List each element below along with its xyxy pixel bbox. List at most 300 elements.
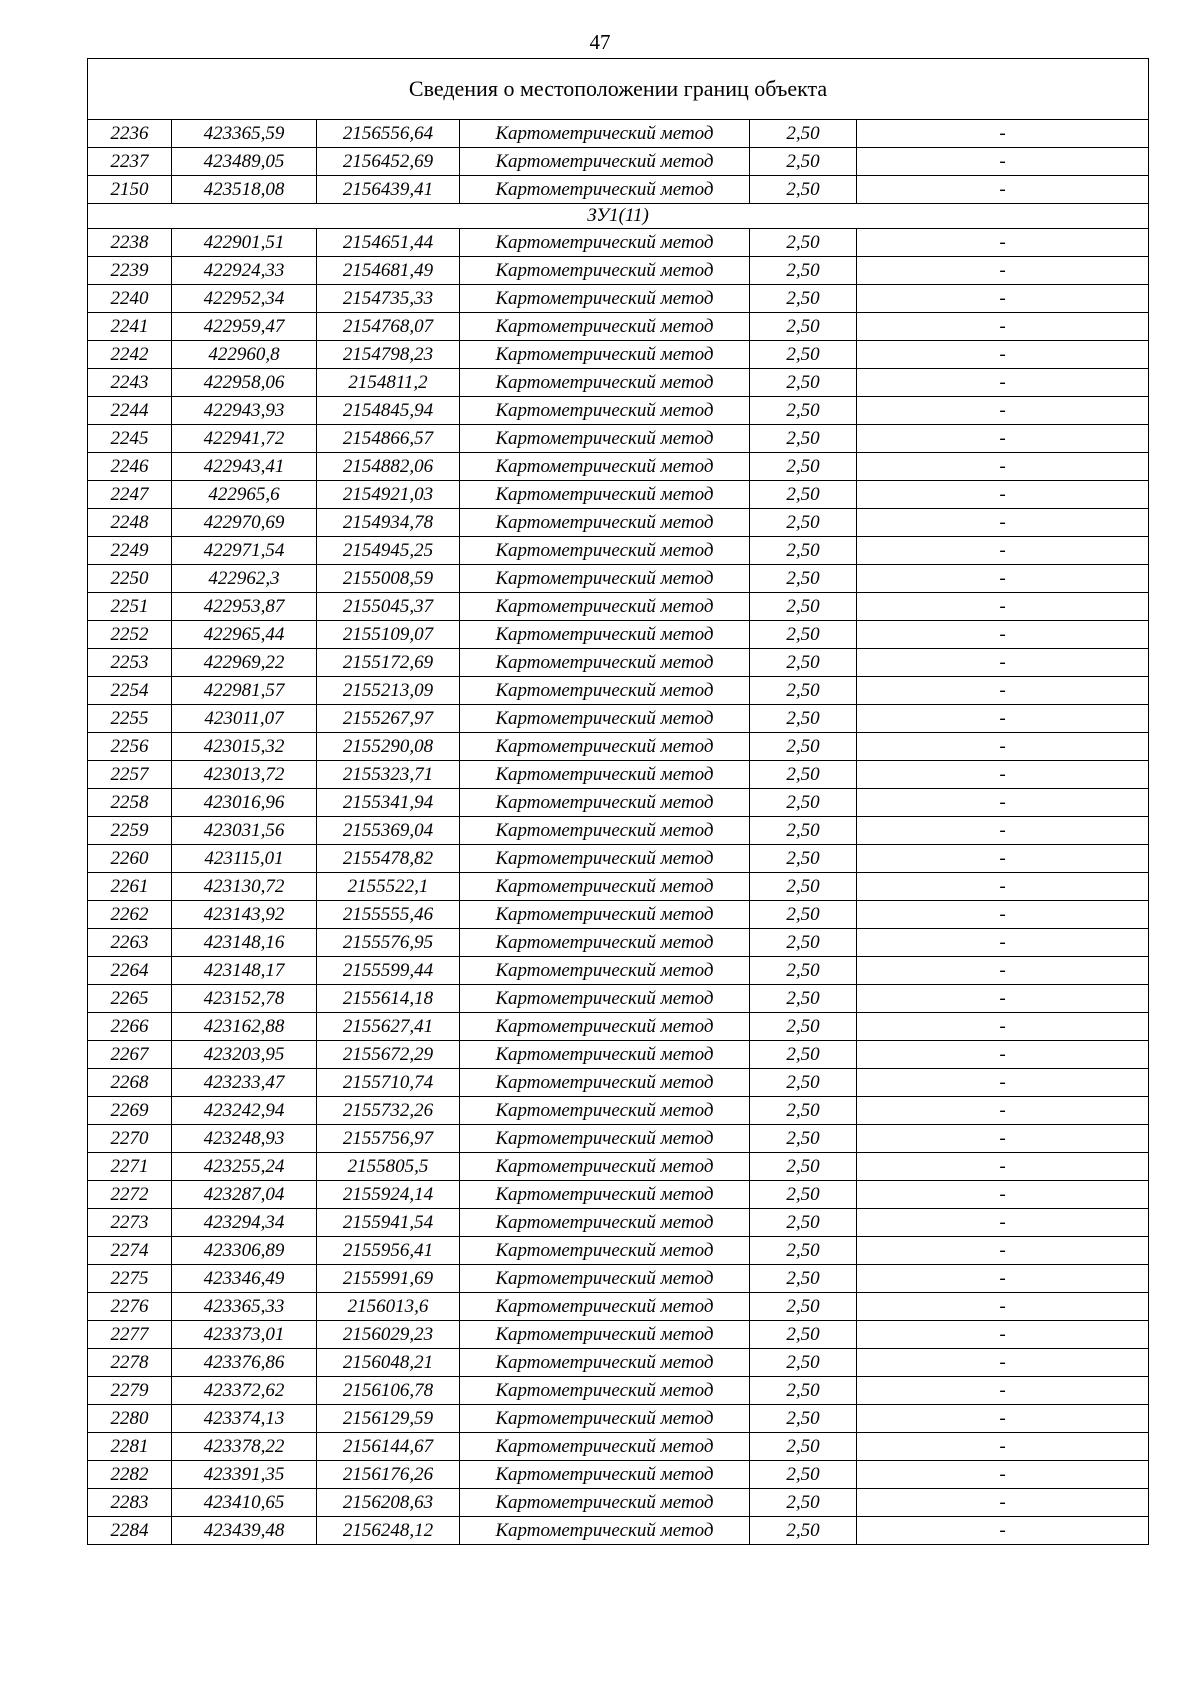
- point-number-cell: 2260: [88, 845, 172, 873]
- x-coordinate-cell: 423143,92: [172, 901, 317, 929]
- accuracy-cell: 2,50: [750, 1237, 857, 1265]
- y-coordinate-cell: 2156176,26: [317, 1461, 460, 1489]
- method-cell: Картометрический метод: [460, 1013, 750, 1041]
- point-number-cell: 2244: [88, 397, 172, 425]
- method-cell: Картометрический метод: [460, 1489, 750, 1517]
- table-row: [88, 1209, 1149, 1237]
- x-coordinate-cell: 423439,48: [172, 1517, 317, 1545]
- table-row: [88, 1153, 1149, 1181]
- x-coordinate-cell: 422952,34: [172, 285, 317, 313]
- method-cell: Картометрический метод: [460, 565, 750, 593]
- table-row: [88, 1489, 1149, 1517]
- method-cell: Картометрический метод: [460, 901, 750, 929]
- description-cell: -: [857, 789, 1149, 817]
- accuracy-cell: 2,50: [750, 176, 857, 204]
- description-cell: -: [857, 901, 1149, 929]
- accuracy-cell: 2,50: [750, 1125, 857, 1153]
- x-coordinate-cell: 422953,87: [172, 593, 317, 621]
- x-coordinate-cell: 423374,13: [172, 1405, 317, 1433]
- point-number-cell: 2247: [88, 481, 172, 509]
- table-row: [88, 1041, 1149, 1069]
- point-number-cell: 2280: [88, 1405, 172, 1433]
- accuracy-cell: 2,50: [750, 1321, 857, 1349]
- x-coordinate-cell: 422958,06: [172, 369, 317, 397]
- x-coordinate-cell: 423294,34: [172, 1209, 317, 1237]
- method-cell: Картометрический метод: [460, 733, 750, 761]
- method-cell: Картометрический метод: [460, 789, 750, 817]
- table-row: [88, 313, 1149, 341]
- table-row: [88, 845, 1149, 873]
- y-coordinate-cell: 2156029,23: [317, 1321, 460, 1349]
- description-cell: -: [857, 873, 1149, 901]
- method-cell: Картометрический метод: [460, 873, 750, 901]
- accuracy-cell: 2,50: [750, 481, 857, 509]
- accuracy-cell: 2,50: [750, 397, 857, 425]
- accuracy-cell: 2,50: [750, 985, 857, 1013]
- page-number: 47: [589, 30, 611, 54]
- y-coordinate-cell: 2156106,78: [317, 1377, 460, 1405]
- method-cell: Картометрический метод: [460, 425, 750, 453]
- method-cell: Картометрический метод: [460, 1377, 750, 1405]
- table-title: Сведения о местоположении границ объекта: [88, 59, 1149, 120]
- table-row: [88, 957, 1149, 985]
- table-row: [88, 1517, 1149, 1545]
- x-coordinate-cell: 423162,88: [172, 1013, 317, 1041]
- y-coordinate-cell: 2155672,29: [317, 1041, 460, 1069]
- table-row: [88, 285, 1149, 313]
- point-number-cell: 2268: [88, 1069, 172, 1097]
- table-row: [88, 509, 1149, 537]
- method-cell: Картометрический метод: [460, 1405, 750, 1433]
- point-number-cell: 2257: [88, 761, 172, 789]
- description-cell: -: [857, 1489, 1149, 1517]
- point-number-cell: 2282: [88, 1461, 172, 1489]
- method-cell: Картометрический метод: [460, 649, 750, 677]
- table-row: [88, 1125, 1149, 1153]
- accuracy-cell: 2,50: [750, 789, 857, 817]
- x-coordinate-cell: 422943,93: [172, 397, 317, 425]
- description-cell: -: [857, 1153, 1149, 1181]
- description-cell: -: [857, 509, 1149, 537]
- point-number-cell: 2264: [88, 957, 172, 985]
- description-cell: -: [857, 1125, 1149, 1153]
- x-coordinate-cell: 423365,33: [172, 1293, 317, 1321]
- description-cell: -: [857, 537, 1149, 565]
- point-number-cell: 2270: [88, 1125, 172, 1153]
- accuracy-cell: 2,50: [750, 120, 857, 148]
- description-cell: -: [857, 120, 1149, 148]
- x-coordinate-cell: 423248,93: [172, 1125, 317, 1153]
- y-coordinate-cell: 2156439,41: [317, 176, 460, 204]
- accuracy-cell: 2,50: [750, 1153, 857, 1181]
- table-row: [88, 1377, 1149, 1405]
- accuracy-cell: 2,50: [750, 1517, 857, 1545]
- x-coordinate-cell: 423203,95: [172, 1041, 317, 1069]
- x-coordinate-cell: 423518,08: [172, 176, 317, 204]
- x-coordinate-cell: 423391,35: [172, 1461, 317, 1489]
- table-row: [88, 789, 1149, 817]
- point-number-cell: 2283: [88, 1489, 172, 1517]
- accuracy-cell: 2,50: [750, 1209, 857, 1237]
- description-cell: -: [857, 369, 1149, 397]
- accuracy-cell: 2,50: [750, 425, 857, 453]
- accuracy-cell: 2,50: [750, 649, 857, 677]
- method-cell: Картометрический метод: [460, 148, 750, 176]
- accuracy-cell: 2,50: [750, 285, 857, 313]
- point-number-cell: 2276: [88, 1293, 172, 1321]
- point-number-cell: 2272: [88, 1181, 172, 1209]
- point-number-cell: 2265: [88, 985, 172, 1013]
- description-cell: -: [857, 1237, 1149, 1265]
- table-row: [88, 901, 1149, 929]
- x-coordinate-cell: 423016,96: [172, 789, 317, 817]
- table-row: [88, 1013, 1149, 1041]
- table-row: [88, 817, 1149, 845]
- method-cell: Картометрический метод: [460, 537, 750, 565]
- description-cell: -: [857, 257, 1149, 285]
- description-cell: -: [857, 985, 1149, 1013]
- table-row: [88, 453, 1149, 481]
- method-cell: Картометрический метод: [460, 1041, 750, 1069]
- x-coordinate-cell: 423255,24: [172, 1153, 317, 1181]
- accuracy-cell: 2,50: [750, 957, 857, 985]
- description-cell: -: [857, 621, 1149, 649]
- y-coordinate-cell: 2154882,06: [317, 453, 460, 481]
- accuracy-cell: 2,50: [750, 901, 857, 929]
- point-number-cell: 2237: [88, 148, 172, 176]
- x-coordinate-cell: 423346,49: [172, 1265, 317, 1293]
- method-cell: Картометрический метод: [460, 1517, 750, 1545]
- method-cell: Картометрический метод: [460, 229, 750, 257]
- accuracy-cell: 2,50: [750, 148, 857, 176]
- point-number-cell: 2239: [88, 257, 172, 285]
- y-coordinate-cell: 2155924,14: [317, 1181, 460, 1209]
- y-coordinate-cell: 2155576,95: [317, 929, 460, 957]
- table-row: [88, 649, 1149, 677]
- table-row: [88, 733, 1149, 761]
- y-coordinate-cell: 2156048,21: [317, 1349, 460, 1377]
- y-coordinate-cell: 2155599,44: [317, 957, 460, 985]
- accuracy-cell: 2,50: [750, 341, 857, 369]
- point-number-cell: 2274: [88, 1237, 172, 1265]
- table-row: [88, 1433, 1149, 1461]
- description-cell: -: [857, 1181, 1149, 1209]
- accuracy-cell: 2,50: [750, 929, 857, 957]
- point-number-cell: 2275: [88, 1265, 172, 1293]
- method-cell: Картометрический метод: [460, 621, 750, 649]
- x-coordinate-cell: 423378,22: [172, 1433, 317, 1461]
- description-cell: -: [857, 1433, 1149, 1461]
- y-coordinate-cell: 2156144,67: [317, 1433, 460, 1461]
- point-number-cell: 2238: [88, 229, 172, 257]
- y-coordinate-cell: 2155008,59: [317, 565, 460, 593]
- y-coordinate-cell: 2155522,1: [317, 873, 460, 901]
- method-cell: Картометрический метод: [460, 120, 750, 148]
- point-number-cell: 2263: [88, 929, 172, 957]
- description-cell: -: [857, 1209, 1149, 1237]
- accuracy-cell: 2,50: [750, 873, 857, 901]
- point-number-cell: 2271: [88, 1153, 172, 1181]
- description-cell: -: [857, 761, 1149, 789]
- method-cell: Картометрический метод: [460, 1125, 750, 1153]
- accuracy-cell: 2,50: [750, 593, 857, 621]
- accuracy-cell: 2,50: [750, 537, 857, 565]
- point-number-cell: 2248: [88, 509, 172, 537]
- y-coordinate-cell: 2154866,57: [317, 425, 460, 453]
- method-cell: Картометрический метод: [460, 1293, 750, 1321]
- y-coordinate-cell: 2154651,44: [317, 229, 460, 257]
- method-cell: Картометрический метод: [460, 761, 750, 789]
- y-coordinate-cell: 2154681,49: [317, 257, 460, 285]
- description-cell: -: [857, 313, 1149, 341]
- method-cell: Картометрический метод: [460, 313, 750, 341]
- table-row: [88, 1321, 1149, 1349]
- accuracy-cell: 2,50: [750, 1181, 857, 1209]
- y-coordinate-cell: 2155267,97: [317, 705, 460, 733]
- table-row: [88, 176, 1149, 204]
- method-cell: Картометрический метод: [460, 509, 750, 537]
- method-cell: Картометрический метод: [460, 817, 750, 845]
- y-coordinate-cell: 2155045,37: [317, 593, 460, 621]
- y-coordinate-cell: 2156452,69: [317, 148, 460, 176]
- y-coordinate-cell: 2154811,2: [317, 369, 460, 397]
- method-cell: Картометрический метод: [460, 1153, 750, 1181]
- table-row: [88, 873, 1149, 901]
- x-coordinate-cell: 423233,47: [172, 1069, 317, 1097]
- description-cell: -: [857, 1293, 1149, 1321]
- x-coordinate-cell: 422941,72: [172, 425, 317, 453]
- y-coordinate-cell: 2155478,82: [317, 845, 460, 873]
- method-cell: Картометрический метод: [460, 1209, 750, 1237]
- x-coordinate-cell: 422965,6: [172, 481, 317, 509]
- point-number-cell: 2269: [88, 1097, 172, 1125]
- table-title-row: [88, 59, 1149, 120]
- accuracy-cell: 2,50: [750, 1377, 857, 1405]
- description-cell: -: [857, 1405, 1149, 1433]
- y-coordinate-cell: 2154945,25: [317, 537, 460, 565]
- point-number-cell: 2279: [88, 1377, 172, 1405]
- method-cell: Картометрический метод: [460, 341, 750, 369]
- table-row: [88, 929, 1149, 957]
- point-number-cell: 2266: [88, 1013, 172, 1041]
- description-cell: -: [857, 148, 1149, 176]
- y-coordinate-cell: 2155172,69: [317, 649, 460, 677]
- description-cell: -: [857, 1377, 1149, 1405]
- x-coordinate-cell: 422960,8: [172, 341, 317, 369]
- y-coordinate-cell: 2155614,18: [317, 985, 460, 1013]
- description-cell: -: [857, 1265, 1149, 1293]
- y-coordinate-cell: 2156556,64: [317, 120, 460, 148]
- method-cell: Картометрический метод: [460, 677, 750, 705]
- accuracy-cell: 2,50: [750, 313, 857, 341]
- description-cell: -: [857, 565, 1149, 593]
- table-row: [88, 1097, 1149, 1125]
- y-coordinate-cell: 2155555,46: [317, 901, 460, 929]
- point-number-cell: 2251: [88, 593, 172, 621]
- x-coordinate-cell: 423306,89: [172, 1237, 317, 1265]
- table-row: [88, 537, 1149, 565]
- point-number-cell: 2236: [88, 120, 172, 148]
- y-coordinate-cell: 2155109,07: [317, 621, 460, 649]
- group-header-row: [88, 204, 1149, 229]
- method-cell: Картометрический метод: [460, 1349, 750, 1377]
- method-cell: Картометрический метод: [460, 397, 750, 425]
- point-number-cell: 2253: [88, 649, 172, 677]
- description-cell: -: [857, 957, 1149, 985]
- description-cell: -: [857, 397, 1149, 425]
- accuracy-cell: 2,50: [750, 565, 857, 593]
- method-cell: Картометрический метод: [460, 176, 750, 204]
- point-number-cell: 2256: [88, 733, 172, 761]
- y-coordinate-cell: 2156208,63: [317, 1489, 460, 1517]
- point-number-cell: 2246: [88, 453, 172, 481]
- x-coordinate-cell: 422959,47: [172, 313, 317, 341]
- point-number-cell: 2273: [88, 1209, 172, 1237]
- table-row: [88, 593, 1149, 621]
- description-cell: -: [857, 929, 1149, 957]
- description-cell: -: [857, 341, 1149, 369]
- table-row: [88, 1181, 1149, 1209]
- accuracy-cell: 2,50: [750, 1405, 857, 1433]
- table-row: [88, 677, 1149, 705]
- x-coordinate-cell: 423287,04: [172, 1181, 317, 1209]
- table-row: [88, 621, 1149, 649]
- method-cell: Картометрический метод: [460, 985, 750, 1013]
- accuracy-cell: 2,50: [750, 1041, 857, 1069]
- point-number-cell: 2258: [88, 789, 172, 817]
- method-cell: Картометрический метод: [460, 1181, 750, 1209]
- point-number-cell: 2262: [88, 901, 172, 929]
- y-coordinate-cell: 2155710,74: [317, 1069, 460, 1097]
- point-number-cell: 2277: [88, 1321, 172, 1349]
- y-coordinate-cell: 2156129,59: [317, 1405, 460, 1433]
- y-coordinate-cell: 2154768,07: [317, 313, 460, 341]
- method-cell: Картометрический метод: [460, 929, 750, 957]
- accuracy-cell: 2,50: [750, 1489, 857, 1517]
- description-cell: -: [857, 1321, 1149, 1349]
- point-number-cell: 2261: [88, 873, 172, 901]
- x-coordinate-cell: 422924,33: [172, 257, 317, 285]
- y-coordinate-cell: 2155732,26: [317, 1097, 460, 1125]
- table-row: [88, 1265, 1149, 1293]
- x-coordinate-cell: 423015,32: [172, 733, 317, 761]
- x-coordinate-cell: 422943,41: [172, 453, 317, 481]
- table-row: [88, 148, 1149, 176]
- description-cell: -: [857, 593, 1149, 621]
- x-coordinate-cell: 423410,65: [172, 1489, 317, 1517]
- x-coordinate-cell: 423372,62: [172, 1377, 317, 1405]
- point-number-cell: 2281: [88, 1433, 172, 1461]
- point-number-cell: 2252: [88, 621, 172, 649]
- table-row: [88, 341, 1149, 369]
- method-cell: Картометрический метод: [460, 453, 750, 481]
- method-cell: Картометрический метод: [460, 1265, 750, 1293]
- description-cell: -: [857, 1517, 1149, 1545]
- method-cell: Картометрический метод: [460, 1069, 750, 1097]
- method-cell: Картометрический метод: [460, 257, 750, 285]
- accuracy-cell: 2,50: [750, 1097, 857, 1125]
- accuracy-cell: 2,50: [750, 229, 857, 257]
- y-coordinate-cell: 2154735,33: [317, 285, 460, 313]
- method-cell: Картометрический метод: [460, 1461, 750, 1489]
- method-cell: Картометрический метод: [460, 1321, 750, 1349]
- point-number-cell: 2241: [88, 313, 172, 341]
- description-cell: -: [857, 677, 1149, 705]
- y-coordinate-cell: 2154921,03: [317, 481, 460, 509]
- table-row: [88, 369, 1149, 397]
- x-coordinate-cell: 423130,72: [172, 873, 317, 901]
- description-cell: -: [857, 733, 1149, 761]
- y-coordinate-cell: 2155213,09: [317, 677, 460, 705]
- description-cell: -: [857, 1349, 1149, 1377]
- description-cell: -: [857, 425, 1149, 453]
- y-coordinate-cell: 2154798,23: [317, 341, 460, 369]
- y-coordinate-cell: 2155290,08: [317, 733, 460, 761]
- description-cell: -: [857, 649, 1149, 677]
- description-cell: -: [857, 453, 1149, 481]
- point-number-cell: 2242: [88, 341, 172, 369]
- description-cell: -: [857, 1461, 1149, 1489]
- group-label: ЗУ1(11): [88, 204, 1149, 229]
- y-coordinate-cell: 2155323,71: [317, 761, 460, 789]
- table-row: [88, 985, 1149, 1013]
- accuracy-cell: 2,50: [750, 677, 857, 705]
- x-coordinate-cell: 422981,57: [172, 677, 317, 705]
- method-cell: Картометрический метод: [460, 369, 750, 397]
- y-coordinate-cell: 2156248,12: [317, 1517, 460, 1545]
- description-cell: -: [857, 845, 1149, 873]
- point-number-cell: 2255: [88, 705, 172, 733]
- method-cell: Картометрический метод: [460, 285, 750, 313]
- point-number-cell: 2254: [88, 677, 172, 705]
- accuracy-cell: 2,50: [750, 509, 857, 537]
- x-coordinate-cell: 423373,01: [172, 1321, 317, 1349]
- x-coordinate-cell: 422965,44: [172, 621, 317, 649]
- point-number-cell: 2240: [88, 285, 172, 313]
- accuracy-cell: 2,50: [750, 761, 857, 789]
- description-cell: -: [857, 705, 1149, 733]
- y-coordinate-cell: 2156013,6: [317, 1293, 460, 1321]
- table-row: [88, 257, 1149, 285]
- point-number-cell: 2150: [88, 176, 172, 204]
- description-cell: -: [857, 817, 1149, 845]
- description-cell: -: [857, 1013, 1149, 1041]
- table-row: [88, 1237, 1149, 1265]
- x-coordinate-cell: 423376,86: [172, 1349, 317, 1377]
- method-cell: Картометрический метод: [460, 1433, 750, 1461]
- y-coordinate-cell: 2155991,69: [317, 1265, 460, 1293]
- x-coordinate-cell: 423031,56: [172, 817, 317, 845]
- table-row: [88, 481, 1149, 509]
- accuracy-cell: 2,50: [750, 1293, 857, 1321]
- boundary-coordinates-table: [87, 58, 1149, 1545]
- x-coordinate-cell: 423011,07: [172, 705, 317, 733]
- accuracy-cell: 2,50: [750, 1461, 857, 1489]
- x-coordinate-cell: 422969,22: [172, 649, 317, 677]
- accuracy-cell: 2,50: [750, 1265, 857, 1293]
- x-coordinate-cell: 423148,16: [172, 929, 317, 957]
- y-coordinate-cell: 2155627,41: [317, 1013, 460, 1041]
- table-body: [88, 59, 1149, 1545]
- description-cell: -: [857, 1097, 1149, 1125]
- description-cell: -: [857, 176, 1149, 204]
- x-coordinate-cell: 423242,94: [172, 1097, 317, 1125]
- table-row: [88, 1349, 1149, 1377]
- accuracy-cell: 2,50: [750, 369, 857, 397]
- x-coordinate-cell: 422971,54: [172, 537, 317, 565]
- accuracy-cell: 2,50: [750, 817, 857, 845]
- y-coordinate-cell: 2155941,54: [317, 1209, 460, 1237]
